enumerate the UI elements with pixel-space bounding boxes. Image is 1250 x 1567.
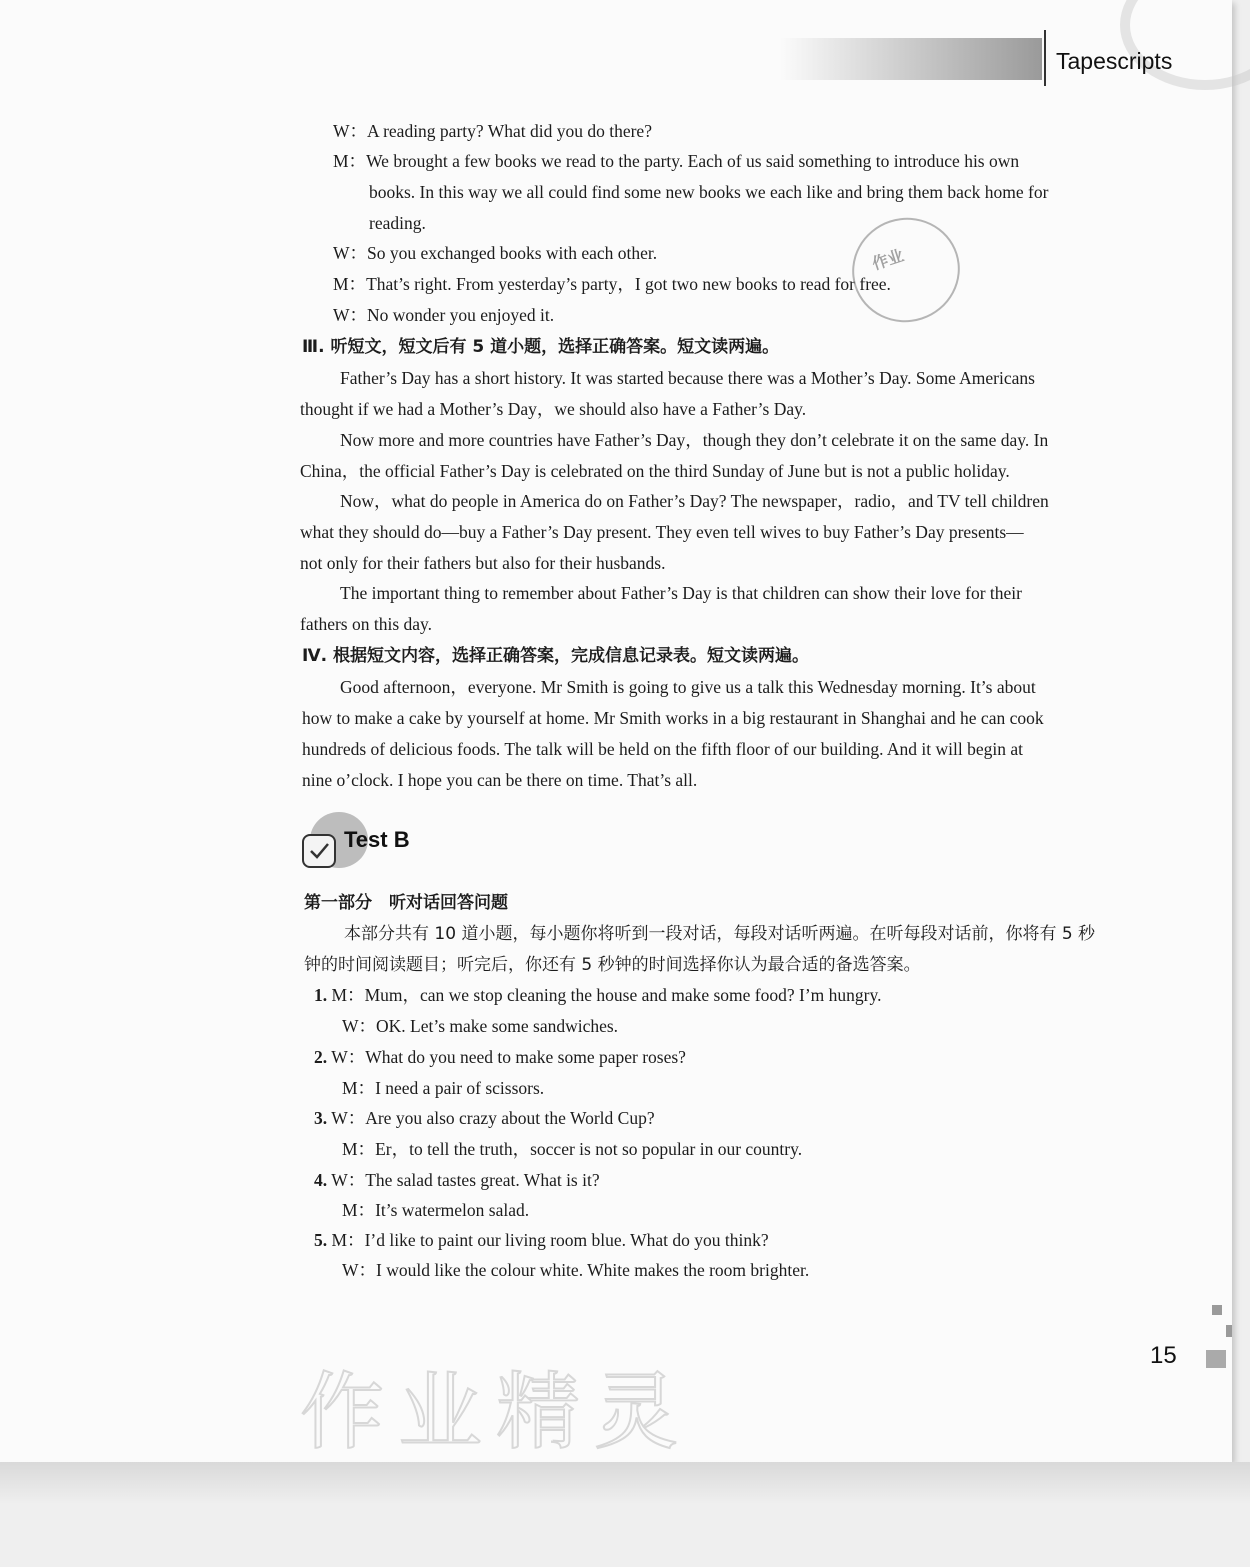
- dialog-text: The salad tastes great. What is it?: [365, 1170, 600, 1190]
- question-line: [314, 1103, 655, 1134]
- paragraph-line: Father’s Day has a short history. It was started because there was a Mother’s Day. Some Americans: [340, 368, 1035, 388]
- speaker-label: M：: [333, 151, 367, 171]
- question-number: 5.: [314, 1230, 328, 1250]
- instruction-line: 钟的时间阅读题目；听完后，你还有 5 秒钟的时间选择你认为最合适的备选答案。: [304, 955, 921, 975]
- speaker-label: M：: [331, 1230, 365, 1250]
- question-line: [314, 980, 882, 1011]
- dialog-text: No wonder you enjoyed it.: [367, 305, 555, 325]
- instruction-line: 本部分共有 10 道小题，每小题你将听到一段对话，每段对话听两遍。在听每段对话前，你将有 5 秒: [344, 924, 1096, 944]
- paragraph-line: The important thing to remember about Father’s Day is that children can show their love for their: [340, 583, 1022, 603]
- paragraph-line: Now，what do people in America do on Father’s Day? The newspaper，radio，and TV tell children: [340, 491, 1049, 511]
- dialog-text: So you exchanged books with each other.: [367, 243, 658, 263]
- watermark-text: 作业精灵: [300, 1363, 693, 1461]
- page-bottom-shadow: [0, 1462, 1250, 1567]
- dialog-text: I’d like to paint our living room blue. What do you think?: [364, 1230, 769, 1250]
- dialog-text: OK. Let’s make some sandwiches.: [376, 1016, 619, 1036]
- speaker-label: W：: [342, 1016, 377, 1036]
- check-mark-icon: [304, 836, 334, 866]
- paragraph-line: hundreds of delicious foods. The talk will be held on the fifth floor of our building. And it will begin at: [302, 739, 1023, 759]
- checkbox-icon: [302, 834, 336, 868]
- speaker-label: W：: [333, 305, 368, 325]
- paragraph-line: Now more and more countries have Father’s Day，though they don’t celebrate it on the same day. In: [340, 430, 1049, 450]
- dialog-line: [333, 146, 1019, 177]
- answer-line: [342, 1134, 802, 1165]
- dialog-text: Are you also crazy about the World Cup?: [365, 1108, 655, 1128]
- section-heading-4: Ⅳ. 根据短文内容，选择正确答案，完成信息记录表。短文读两遍。: [302, 646, 810, 666]
- paragraph-line: how to make a cake by yourself at home. Mr Smith works in a big restaurant in Shanghai and he can cook: [302, 708, 1044, 728]
- question-line: [314, 1165, 600, 1196]
- speaker-label: W：: [333, 121, 368, 141]
- paragraph-line: Good afternoon，everyone. Mr Smith is going to give us a talk this Wednesday morning. It’s about: [340, 677, 1036, 697]
- speaker-label: M：: [333, 274, 367, 294]
- dialog-line: [333, 269, 891, 300]
- running-header-title: Tapescripts: [1056, 48, 1173, 74]
- paragraph-line: thought if we had a Mother’s Day，we should also have a Father’s Day.: [300, 399, 807, 419]
- answer-line: [342, 1011, 618, 1042]
- answer-line: [342, 1255, 809, 1286]
- dialog-line: [333, 238, 657, 269]
- dialog-text: reading.: [369, 213, 426, 233]
- speaker-label: W：: [331, 1047, 366, 1067]
- dialog-text: It’s watermelon salad.: [375, 1200, 530, 1220]
- section-heading-3: Ⅲ. 听短文，短文后有 5 道小题，选择正确答案。短文读两遍。: [302, 337, 780, 357]
- speaker-label: W：: [331, 1108, 366, 1128]
- dialog-text: Er，to tell the truth，soccer is not so popular in our country.: [375, 1139, 803, 1159]
- paragraph-line: what they should do—buy a Father’s Day present. They even tell wives to buy Father’s Day presents—: [300, 522, 1024, 542]
- question-number: 2.: [314, 1047, 328, 1067]
- speaker-label: W：: [333, 243, 368, 263]
- dialog-text: What do you need to make some paper roses?: [365, 1047, 686, 1067]
- dialog-text: A reading party? What did you do there?: [367, 121, 652, 141]
- paragraph-line: fathers on this day.: [300, 614, 433, 634]
- decor-square: [1206, 1350, 1226, 1368]
- answer-line: [342, 1073, 544, 1104]
- paragraph-line: China，the official Father’s Day is celebrated on the third Sunday of June but is not a public holiday.: [300, 461, 1010, 481]
- speaker-label: M：: [342, 1139, 376, 1159]
- stamp-text: 作业: [869, 245, 907, 274]
- paragraph-line: nine o’clock. I hope you can be there on time. That’s all.: [302, 770, 698, 790]
- test-b-badge: [302, 812, 422, 866]
- speaker-label: W：: [331, 1170, 366, 1190]
- question-line: [314, 1225, 769, 1256]
- dialog-text: Mum，can we stop cleaning the house and make some food? I’m hungry.: [364, 985, 882, 1005]
- dialog-text: We brought a few books we read to the party. Each of us said something to introduce his own: [366, 151, 1020, 171]
- question-line: [314, 1042, 686, 1073]
- question-number: 4.: [314, 1170, 328, 1190]
- question-number: 1.: [314, 985, 328, 1005]
- speaker-label: M：: [342, 1200, 376, 1220]
- answer-line: [342, 1195, 529, 1226]
- decor-square: [1212, 1305, 1222, 1315]
- part-title: 第一部分 听对话回答问题: [304, 893, 508, 913]
- decor-square: [1226, 1325, 1232, 1337]
- dialog-text: That’s right. From yesterday’s party，I got two new books to read for free.: [366, 274, 891, 294]
- dialog-text: books. In this way we all could find some new books we each like and bring them back home for: [369, 182, 1049, 202]
- speaker-label: W：: [342, 1260, 377, 1280]
- paragraph-line: not only for their fathers but also for their husbands.: [300, 553, 666, 573]
- dialog-text: I would like the colour white. White makes the room brighter.: [376, 1260, 810, 1280]
- question-number: 3.: [314, 1108, 328, 1128]
- dialog-line: [333, 300, 554, 331]
- dialog-line: [333, 116, 652, 147]
- speaker-label: M：: [331, 985, 365, 1005]
- page-number: 15: [1150, 1342, 1177, 1369]
- test-b-label: Test B: [344, 827, 410, 852]
- speaker-label: M：: [342, 1078, 376, 1098]
- dialog-text: I need a pair of scissors.: [375, 1078, 545, 1098]
